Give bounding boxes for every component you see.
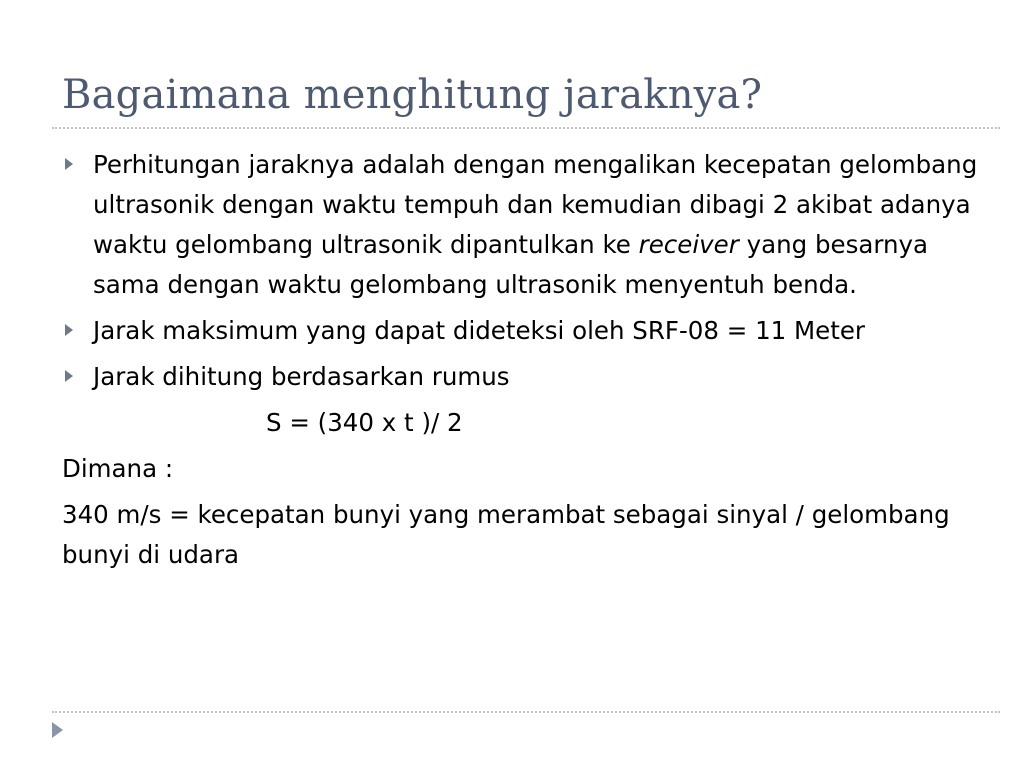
where-label: Dimana : [62, 454, 174, 483]
bullet-item-3 [62, 357, 982, 397]
distance-formula: S = (340 x t )/ 2 [266, 408, 463, 437]
bullet-1-text-part1: Perhitungan jaraknya adalah dengan mengalikan kecepatan gelombang ultrasonik dengan waktu tempuh dan kemudian dibagi 2 akibat adanya waktu gelombang ultrasonik dipantulkan ke [93, 150, 978, 259]
bullet-2-text: Jarak maksimum yang dapat dideteksi oleh SRF-08 = 11 Meter [93, 316, 866, 345]
footer-divider [52, 711, 1000, 713]
bullet-1-text-part2: yang besarnya sama dengan waktu gelombang ultrasonik menyentuh benda. [93, 230, 929, 299]
bullet-3-text: Jarak dihitung berdasarkan rumus [93, 362, 510, 391]
bullet-icon [65, 324, 73, 336]
bullet-item-1 [62, 145, 982, 305]
title-divider [52, 127, 1000, 129]
slide-content [62, 145, 982, 575]
speed-definition: 340 m/s = kecepatan bunyi yang merambat sebagai sinyal / gelombang bunyi di udara [62, 500, 950, 569]
footer-arrow-icon [52, 722, 63, 738]
slide-title: Bagaimana menghitung jaraknya? [62, 72, 763, 118]
bullet-icon [65, 370, 73, 382]
bullet-1-emphasis: receiver [638, 230, 739, 259]
bullet-item-2 [62, 311, 982, 351]
bullet-icon [65, 158, 73, 170]
